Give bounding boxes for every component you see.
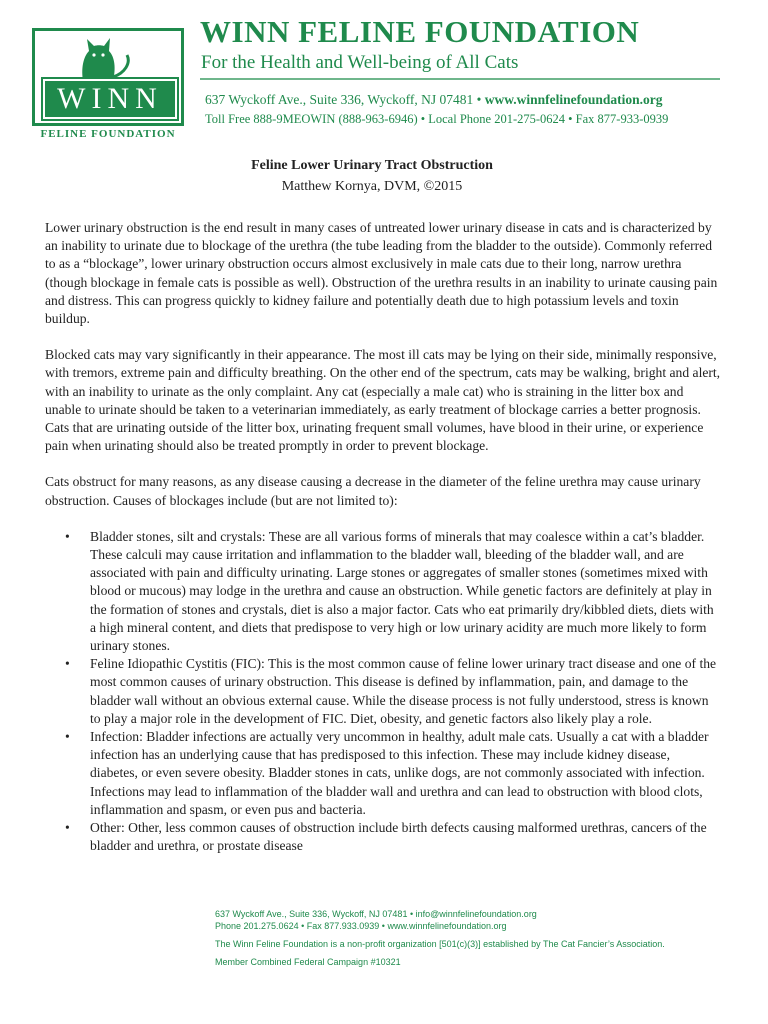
foundation-logo bbox=[32, 28, 184, 126]
causes-list bbox=[45, 528, 721, 856]
list-item-text: Bladder stones, silt and crystals: These are all various forms of minerals that may coalesce within a cat’s bladder. These calculi may cause irritation and inflammation to the bladder wall, bleeding of the bladder wall, and are associated with pain and difficulty urinating. Large stones or aggregates of smaller stones (sometimes mixed with blood or mucous) may lodge in the urethra and cause an obstruction. While genetic factors are definitely at play in the formation of stones and crystals, diet is also a major factor. Cats who eat primarily dry/kibbled diets, diets with a high mineral content, and diets that predispose to very high or low urinary acidity are much more likely to form urinary stones. bbox=[90, 528, 714, 654]
bullet-icon: • bbox=[65, 656, 70, 672]
paragraph: Lower urinary obstruction is the end result in many cases of untreated lower urinary disease in cats and is characterized by an inability to urinate due to blockage of the urethra (the tube leading from the bladder to the outside). Commonly referred to as a “blockage”, lower urinary obstruction occurs almost exclusively in male cats due to their long, narrow urethra (though blockage in female cats is possible as well). Obstruction of the urethra results in an inability to urinate causing pain and distress. This can progress quickly to kidney failure and potentially death due to high potassium levels and toxin buildup. bbox=[45, 220, 718, 327]
footer-nonprofit-note: The Winn Feline Foundation is a non-profit organization [501(c)(3)] established by The Cat Fancier’s Association. bbox=[215, 939, 665, 949]
bullet-icon: • bbox=[65, 729, 70, 745]
list-item-text: Other: Other, less common causes of obstruction include birth defects causing malformed urethras, cancers of the bladder and urethra, or prostate disease bbox=[90, 820, 707, 854]
document-author: Matthew Kornya, DVM, ©2015 bbox=[281, 179, 463, 194]
footer-phone: Phone 201.275.0624 • Fax 877.933.0939 • www.winnfelinefoundation.org bbox=[215, 921, 507, 931]
address-text: 637 Wyckoff Ave., Suite 336, Wyckoff, NJ 07481 • bbox=[205, 92, 485, 107]
cat-logo-icon bbox=[53, 33, 133, 83]
organization-name: WINN FELINE FOUNDATION bbox=[200, 14, 640, 49]
logo-word: WINN bbox=[57, 82, 163, 115]
header-divider bbox=[200, 78, 720, 80]
header-contact: Toll Free 888-9MEOWIN (888-963-6946) • Local Phone 201-275-0624 • Fax 877-933-0939 bbox=[205, 112, 669, 126]
bullet-icon: • bbox=[65, 820, 70, 836]
footer-campaign-note: Member Combined Federal Campaign #10321 bbox=[215, 957, 401, 967]
tagline: For the Health and Well-being of All Cats bbox=[201, 52, 519, 73]
list-item bbox=[45, 528, 721, 655]
document-body bbox=[45, 219, 721, 856]
list-item-text: Infection: Bladder infections are actually very uncommon in healthy, adult male cats. Usually a cat with a bladder infection has an underlying cause that has predisposed to this infection. These may include kidney disease, diabetes, or even severe obesity. Bladder stones in cats, unlike dogs, are not commonly associated with infection. Infections may lead to inflammation of the bladder wall and urethra and can lead to obstruction with blood clots, inflammation and spasm, or even pus and bacteria. bbox=[90, 729, 709, 817]
footer bbox=[215, 908, 735, 968]
list-item-text: Feline Idiopathic Cystitis (FIC): This is the most common cause of feline lower urinary tract disease and one of the most common causes of urinary obstruction. This disease is defined by inflammation, pain, and damage to the bladder wall without an obvious external cause. While the disease process is not fully understood, stress is known to play a major role in the development of FIC. Diet, obesity, and genetic factors also likely play a role. bbox=[90, 656, 717, 726]
logo-banner bbox=[43, 79, 177, 119]
bullet-icon: • bbox=[65, 528, 70, 544]
paragraph: Blocked cats may vary significantly in their appearance. The most ill cats may be lying on their side, minimally responsive, with tremors, extreme pain and difficulty breathing. On the other end of the spectrum, cats may be walking, bright and alert, with an inability to urinate as the only complaint. Any cat (especially a male cat) who is straining in the litter box and unable to urinate should be taken to a veterinarian immediately, as early treatment of blockage carries a better prognosis. Cats that are urinating outside of the litter box, urinating frequent small volumes, have blood in their urine, or experience pain when urinating should also be treated promptly in order to prevent blockage. bbox=[45, 347, 721, 454]
website-link[interactable]: www.winnfelinefoundation.org bbox=[484, 92, 663, 107]
header-address bbox=[205, 92, 662, 108]
list-item bbox=[45, 728, 721, 819]
footer-address: 637 Wyckoff Ave., Suite 336, Wyckoff, NJ 07481 • info@winnfelinefoundation.org bbox=[215, 909, 537, 919]
logo-caption: FELINE FOUNDATION bbox=[40, 128, 176, 140]
document-title: Feline Lower Urinary Tract Obstruction bbox=[251, 158, 493, 173]
list-item bbox=[45, 655, 721, 728]
paragraph: Cats obstruct for many reasons, as any disease causing a decrease in the diameter of the feline urethra may cause urinary obstruction. Causes of blockages include (but are not limited to): bbox=[45, 474, 701, 508]
list-item bbox=[45, 819, 721, 855]
